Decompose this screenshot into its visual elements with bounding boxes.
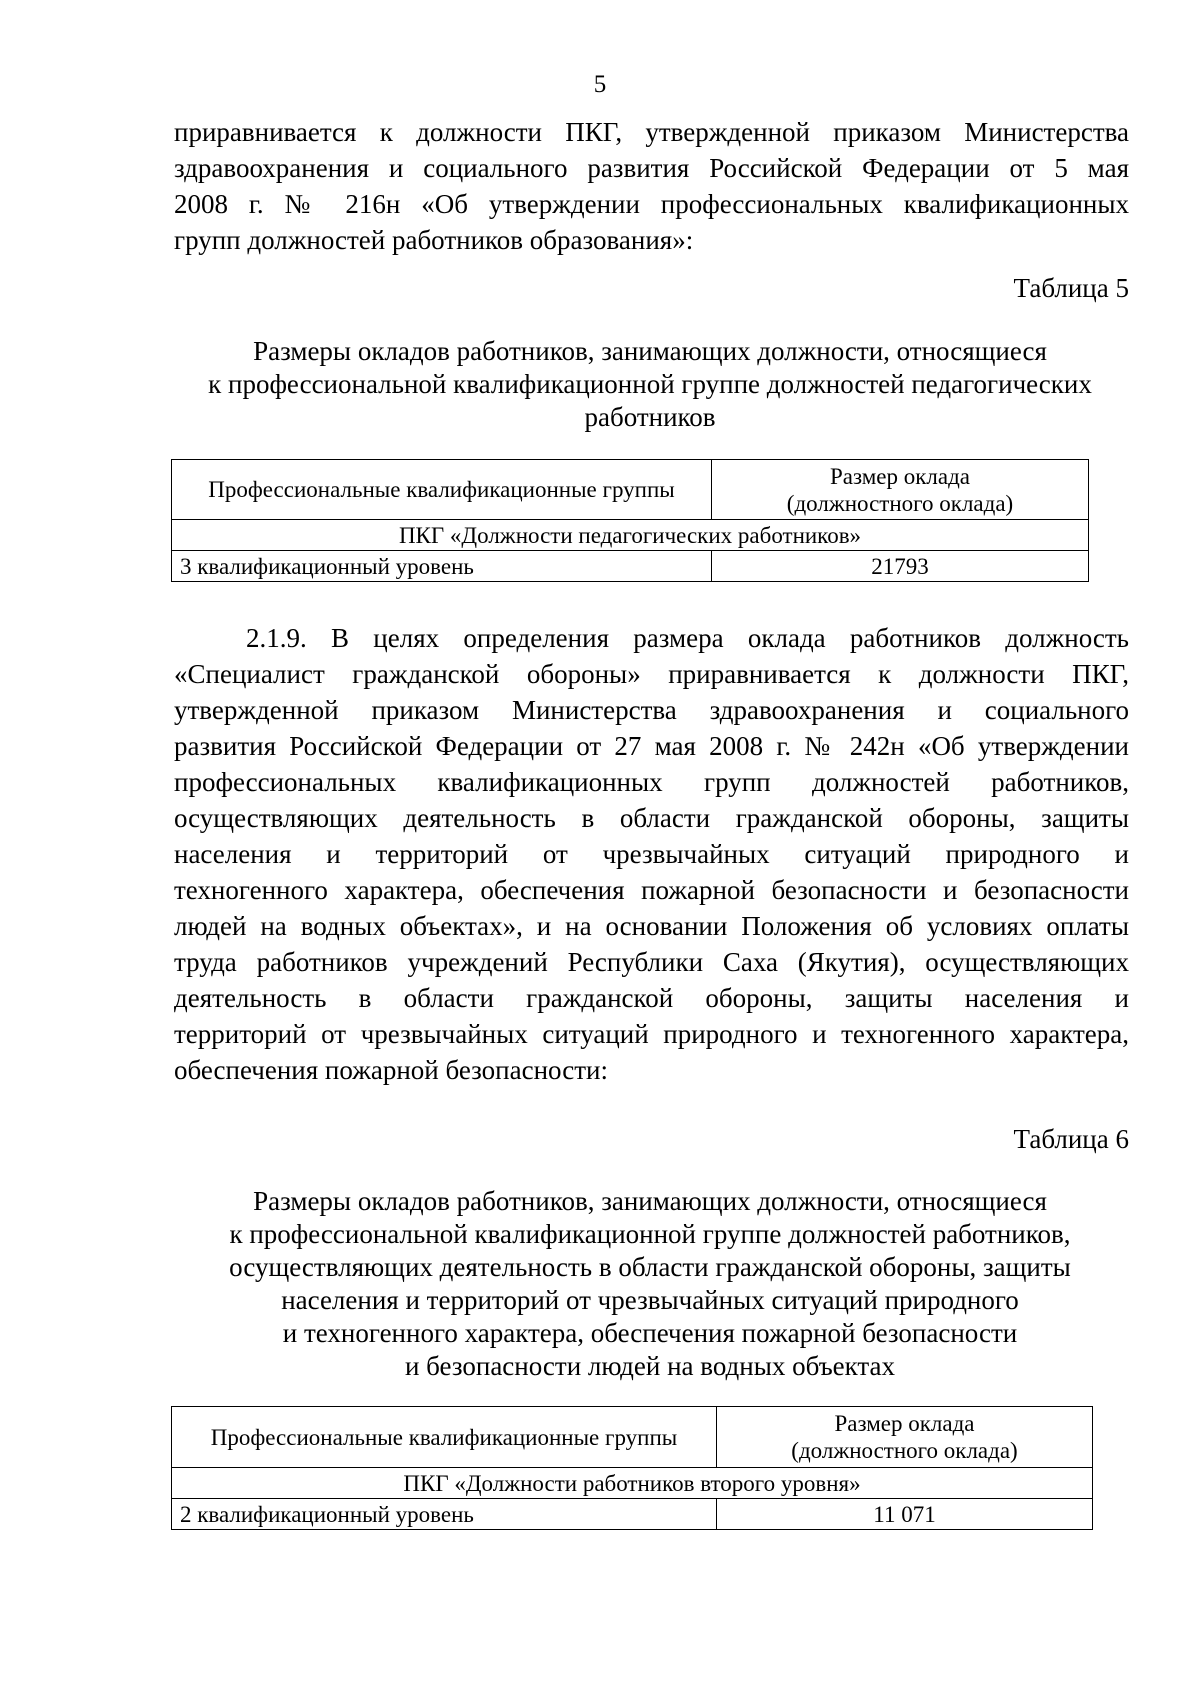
intro-line: 2008 г. № 216н «Об утверждении профессиональных квалификационных [174,189,1129,219]
intro-line: приравнивается к должности ПКГ, утвержденной приказом Министерства [174,117,1129,147]
intro-line: групп должностей работников образования»: [174,225,694,255]
header-line: Размер оклада [829,463,971,489]
section-line: профессиональных квалификационных групп должностей работников, [174,767,1129,797]
table5-header-salary [712,460,1089,520]
table6 [171,1406,1093,1530]
table5-caption [150,335,1150,434]
section-line: людей на водных объектах», и на основании Положения об условиях оплаты [174,911,1129,941]
section-line: «Специалист гражданской обороны» приравнивается к должности ПКГ, [174,659,1129,689]
caption-line: Размеры окладов работников, занимающих должности, относящиеся [253,1186,1047,1216]
section-line: 2.1.9. В целях определения размера оклада работников должность [246,623,1129,653]
table5 [171,459,1089,582]
table6-header-groups: Профессиональные квалификационные группы [172,1407,717,1468]
header-line: Размер оклада [834,1411,975,1436]
section-line: обеспечения пожарной безопасности: [174,1055,608,1085]
caption-line: работников [584,402,716,432]
caption-line: к профессиональной квалификационной группе должностей педагогических [208,369,1092,399]
intro-paragraph [174,114,1129,258]
caption-line: Размеры окладов работников, занимающих должности, относящиеся [253,336,1047,366]
section-line: осуществляющих деятельность в области гражданской обороны, защиты [174,803,1129,833]
caption-line: населения и территорий от чрезвычайных ситуаций природного [281,1285,1019,1315]
caption-line: и техногенного характера, обеспечения пожарной безопасности [282,1318,1018,1348]
section-2-1-9 [174,620,1129,1088]
table5-value-cell: 21793 [712,551,1089,582]
section-line: техногенного характера, обеспечения пожарной безопасности и безопасности [174,875,1129,905]
section-line: населения и территорий от чрезвычайных ситуаций природного и [174,839,1129,869]
table5-header-groups: Профессиональные квалификационные группы [172,460,712,520]
table5-level-cell: 3 квалификационный уровень [172,551,712,582]
table6-caption [150,1185,1150,1383]
section-line: деятельность в области гражданской обороны, защиты населения и [174,983,1129,1013]
table6-label: Таблица 6 [1013,1124,1129,1154]
table6-level-cell: 2 квалификационный уровень [172,1499,717,1530]
section-line: труда работников учреждений Республики Саха (Якутия), осуществляющих [174,947,1129,977]
section-line: утвержденной приказом Министерства здравоохранения и социального [174,695,1129,725]
section-line: территорий от чрезвычайных ситуаций природного и техногенного характера, [174,1019,1129,1049]
header-line: (должностного оклада) [791,1438,1018,1463]
table5-group-row: ПКГ «Должности педагогических работников» [172,520,1089,551]
header-line: (должностного оклада) [786,490,1014,516]
table6-header-salary [717,1407,1093,1468]
caption-line: к профессиональной квалификационной группе должностей работников, [229,1219,1071,1249]
intro-line: здравоохранения и социального развития Российской Федерации от 5 мая [174,153,1129,183]
section-line: развития Российской Федерации от 27 мая 2008 г. № 242н «Об утверждении [174,731,1129,761]
caption-line: и безопасности людей на водных объектах [404,1351,896,1381]
caption-line: осуществляющих деятельность в области гражданской обороны, защиты [229,1252,1071,1282]
table5-label: Таблица 5 [1013,273,1129,303]
table6-group-row: ПКГ «Должности работников второго уровня» [172,1468,1093,1499]
table6-value-cell: 11 071 [717,1499,1093,1530]
page-number: 5 [593,71,607,98]
